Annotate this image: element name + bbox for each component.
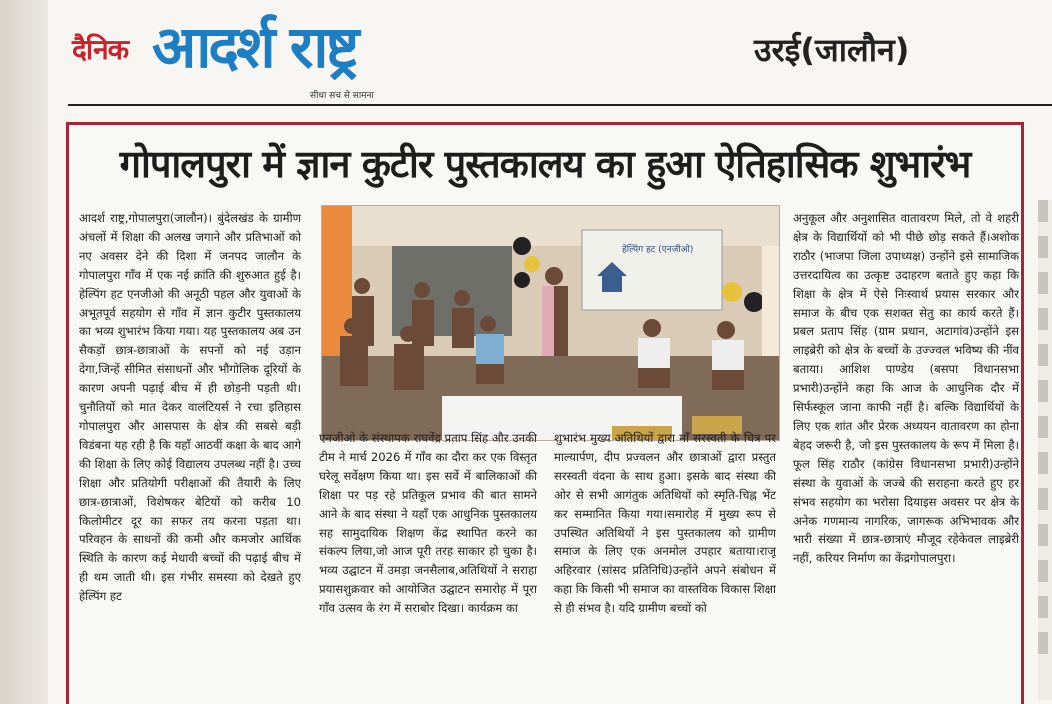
adjacent-text-fragment — [1038, 632, 1048, 654]
adjacent-text-fragment — [1038, 596, 1048, 618]
article-column-3: शुभारंभ मुख्य अतिथियों द्वारा माँ सरस्वती के चित्र पर माल्यार्पण, दीप प्रज्वलन और छात्राओं द्वारा प्रस्तुत सरस्वती वंदना के साथ हुआ। इसके बाद संस्था की ओर से सभी आगंतुक अतिथियों को स्मृति-चिह्न भेंट कर सम्मानित किया गया।समारोह में मुख्य रूप से उपस्थित अतिथियों ने इस पुस्तकालय को ग्रामीण समाज के लिए एक अनमोल उपहार बताया।राजू अहिरवार (सांसद प्रतिनिधि)उन्होंने अपने संबोधन में कहा कि किसी भी समाज का वास्तविक विकास शिक्षा से ही संभव है। यदि ग्रामीण बच्चों को — [554, 431, 776, 616]
page-edge-shadow — [0, 0, 48, 704]
adjacent-text-fragment — [1038, 236, 1048, 258]
article-column-1: आदर्श राष्ट्र,गोपालपुरा(जालौन)। बुंदेलखंड के ग्रामीण अंचलों में शिक्षा की अलख जगाने और प्रतिभाओं को नए अवसर देने की दिशा में जनपद जालौन के गोपालपुरा गाँव में एक नई क्रांति की शुरुआत हुई है। हेल्पिंग हट एनजीओ की अनूठी पहल और युवाओं के अभूतपूर्व सहयोग से गाँव में ज्ञान कुटीर पुस्तकालय का भव्य शुभारंभ किया गया। यह पुस्तकालय अब उन सैकड़ों छात्र-छात्राओं के सपनों को नई उड़ान देगा,जिन्हें सीमित संसाधनों और भौगोलिक दूरियों के कारण अपनी पढ़ाई बीच में ही छोड़नी पड़ती थी। चुनौतियों को मात देकर वालंटियर्स ने रचा इतिहास गोपालपुरा और आसपास के क्षेत्र की सबसे बड़ी विडंबना यह रही है कि यहाँ आठवीं कक्षा के बाद आगे की शिक्षा के लिए कोई विद्यालय उपलब्ध नहीं है। उच्च शिक्षा और प्रतियोगी परीक्षाओं की तैयारी के लिए छात्र-छात्राओं, विशेषकर बेटियों को करीब 10 किलोमीटर दूर का सफर तय करना पड़ता था। परिवहन के साधनों की कमी और कमजोर आर्थिक स्थिति के कारण कई मेधावी बच्चों की पढ़ाई बीच में ही थम जाती थी। इस गंभीर समस्या को देखते हुए हेल्पिंग हट — [79, 211, 301, 604]
masthead-prefix: दैनिक — [72, 33, 129, 66]
article-frame — [66, 122, 1024, 704]
masthead-title: आदर्श राष्ट्र — [152, 13, 357, 81]
article-column-2: एनजीओ के संस्थापक राघवेंद्र प्रताप सिंह और उनकी टीम ने मार्च 2026 में गाँव का दौरा कर एक विस्तृत घरेलू सर्वेक्षण किया था। इस सर्वे में बालिकाओं की शिक्षा पर पड़ रहे प्रतिकूल प्रभाव की बात सामने आने के बाद संस्था ने यहाँ एक आधुनिक पुस्तकालय सह सामुदायिक शिक्षण केंद्र स्थापित करने का संकल्प लिया,जो आज पूरी तरह साकार हो चुका है।भव्य उद्घाटन में उमड़ा जनसैलाब,अतिथियों ने सराहा प्रयासशुक्रवार को आयोजित उद्घाटन समारोह में पूरा गाँव उत्सव के रंग में सराबोर दिखा। कार्यक्रम का — [319, 431, 537, 616]
adjacent-text-fragment — [1038, 308, 1048, 330]
masthead-rule — [68, 104, 1052, 106]
adjacent-text-fragment — [1038, 560, 1048, 582]
adjacent-article-edge — [1038, 200, 1052, 700]
masthead-tagline: सीधा सच से सामना — [310, 91, 374, 101]
event-photo — [321, 205, 780, 441]
edition-city: उरई(जालौन) — [754, 31, 910, 69]
newspaper-page — [48, 0, 1052, 704]
adjacent-text-fragment — [1038, 452, 1048, 474]
adjacent-text-fragment — [1038, 416, 1048, 438]
banner-text: हेल्पिंग हट (एनजीओ) — [622, 245, 694, 255]
adjacent-text-fragment — [1038, 380, 1048, 402]
adjacent-text-fragment — [1038, 344, 1048, 366]
event-photo-illustration — [322, 206, 780, 441]
adjacent-text-fragment — [1038, 524, 1048, 546]
adjacent-text-fragment — [1038, 488, 1048, 510]
adjacent-text-fragment — [1038, 272, 1048, 294]
article-column-4: अनुकूल और अनुशासित वातावरण मिले, तो वे शहरी क्षेत्र के विद्यार्थियों को भी पीछे छोड़ सकते हैं।अशोक राठौर (भाजपा जिला उपाध्यक्ष) उन्होंने इसे सामाजिक उत्तरदायित्व का उत्कृष्ट उदाहरण बताते हुए कहा कि शिक्षा के क्षेत्र में ऐसे निःस्वार्थ प्रयास सरकार और समाज के बीच एक सशक्त सेतु का कार्य करते हैं।प्रबल प्रताप सिंह (ग्राम प्रधान, अटागांव)उन्होंने इस लाइब्रेरी को क्षेत्र के बच्चों के उज्ज्वल भविष्य की नींव बताया। आशिश पाण्डेय (बसपा विधानसभा प्रभारी)उन्होंने कहा कि आज के आधुनिक दौर में सिर्फस्कूल जाना काफी नहीं है। बल्कि विद्यार्थियों के लिए एक शांत और प्रेरक अध्ययन वातावरण का होना बेहद जरूरी है, जो इस पुस्तकालय के रूप में मिला है।फूल सिंह राठौर (कांग्रेस विधानसभा प्रभारी)उन्होंने संस्था के युवाओं के जज्बे की सराहना करते हुए हर संभव सहयोग का भरोसा दियाइस अवसर पर क्षेत्र के अनेक गणमान्य नागरिक, जागरूक अभिभावक और भारी संख्या में छात्र-छात्राएं मौजूद रहेकेवल लाइब्रेरी नहीं, करियर निर्माण का केंद्रगोपालपुरा। — [793, 211, 1019, 566]
article-headline: गोपालपुरा में ज्ञान कुटीर पुस्तकालय का हुआ ऐतिहासिक शुभारंभ — [119, 142, 971, 186]
adjacent-text-fragment — [1038, 200, 1048, 222]
